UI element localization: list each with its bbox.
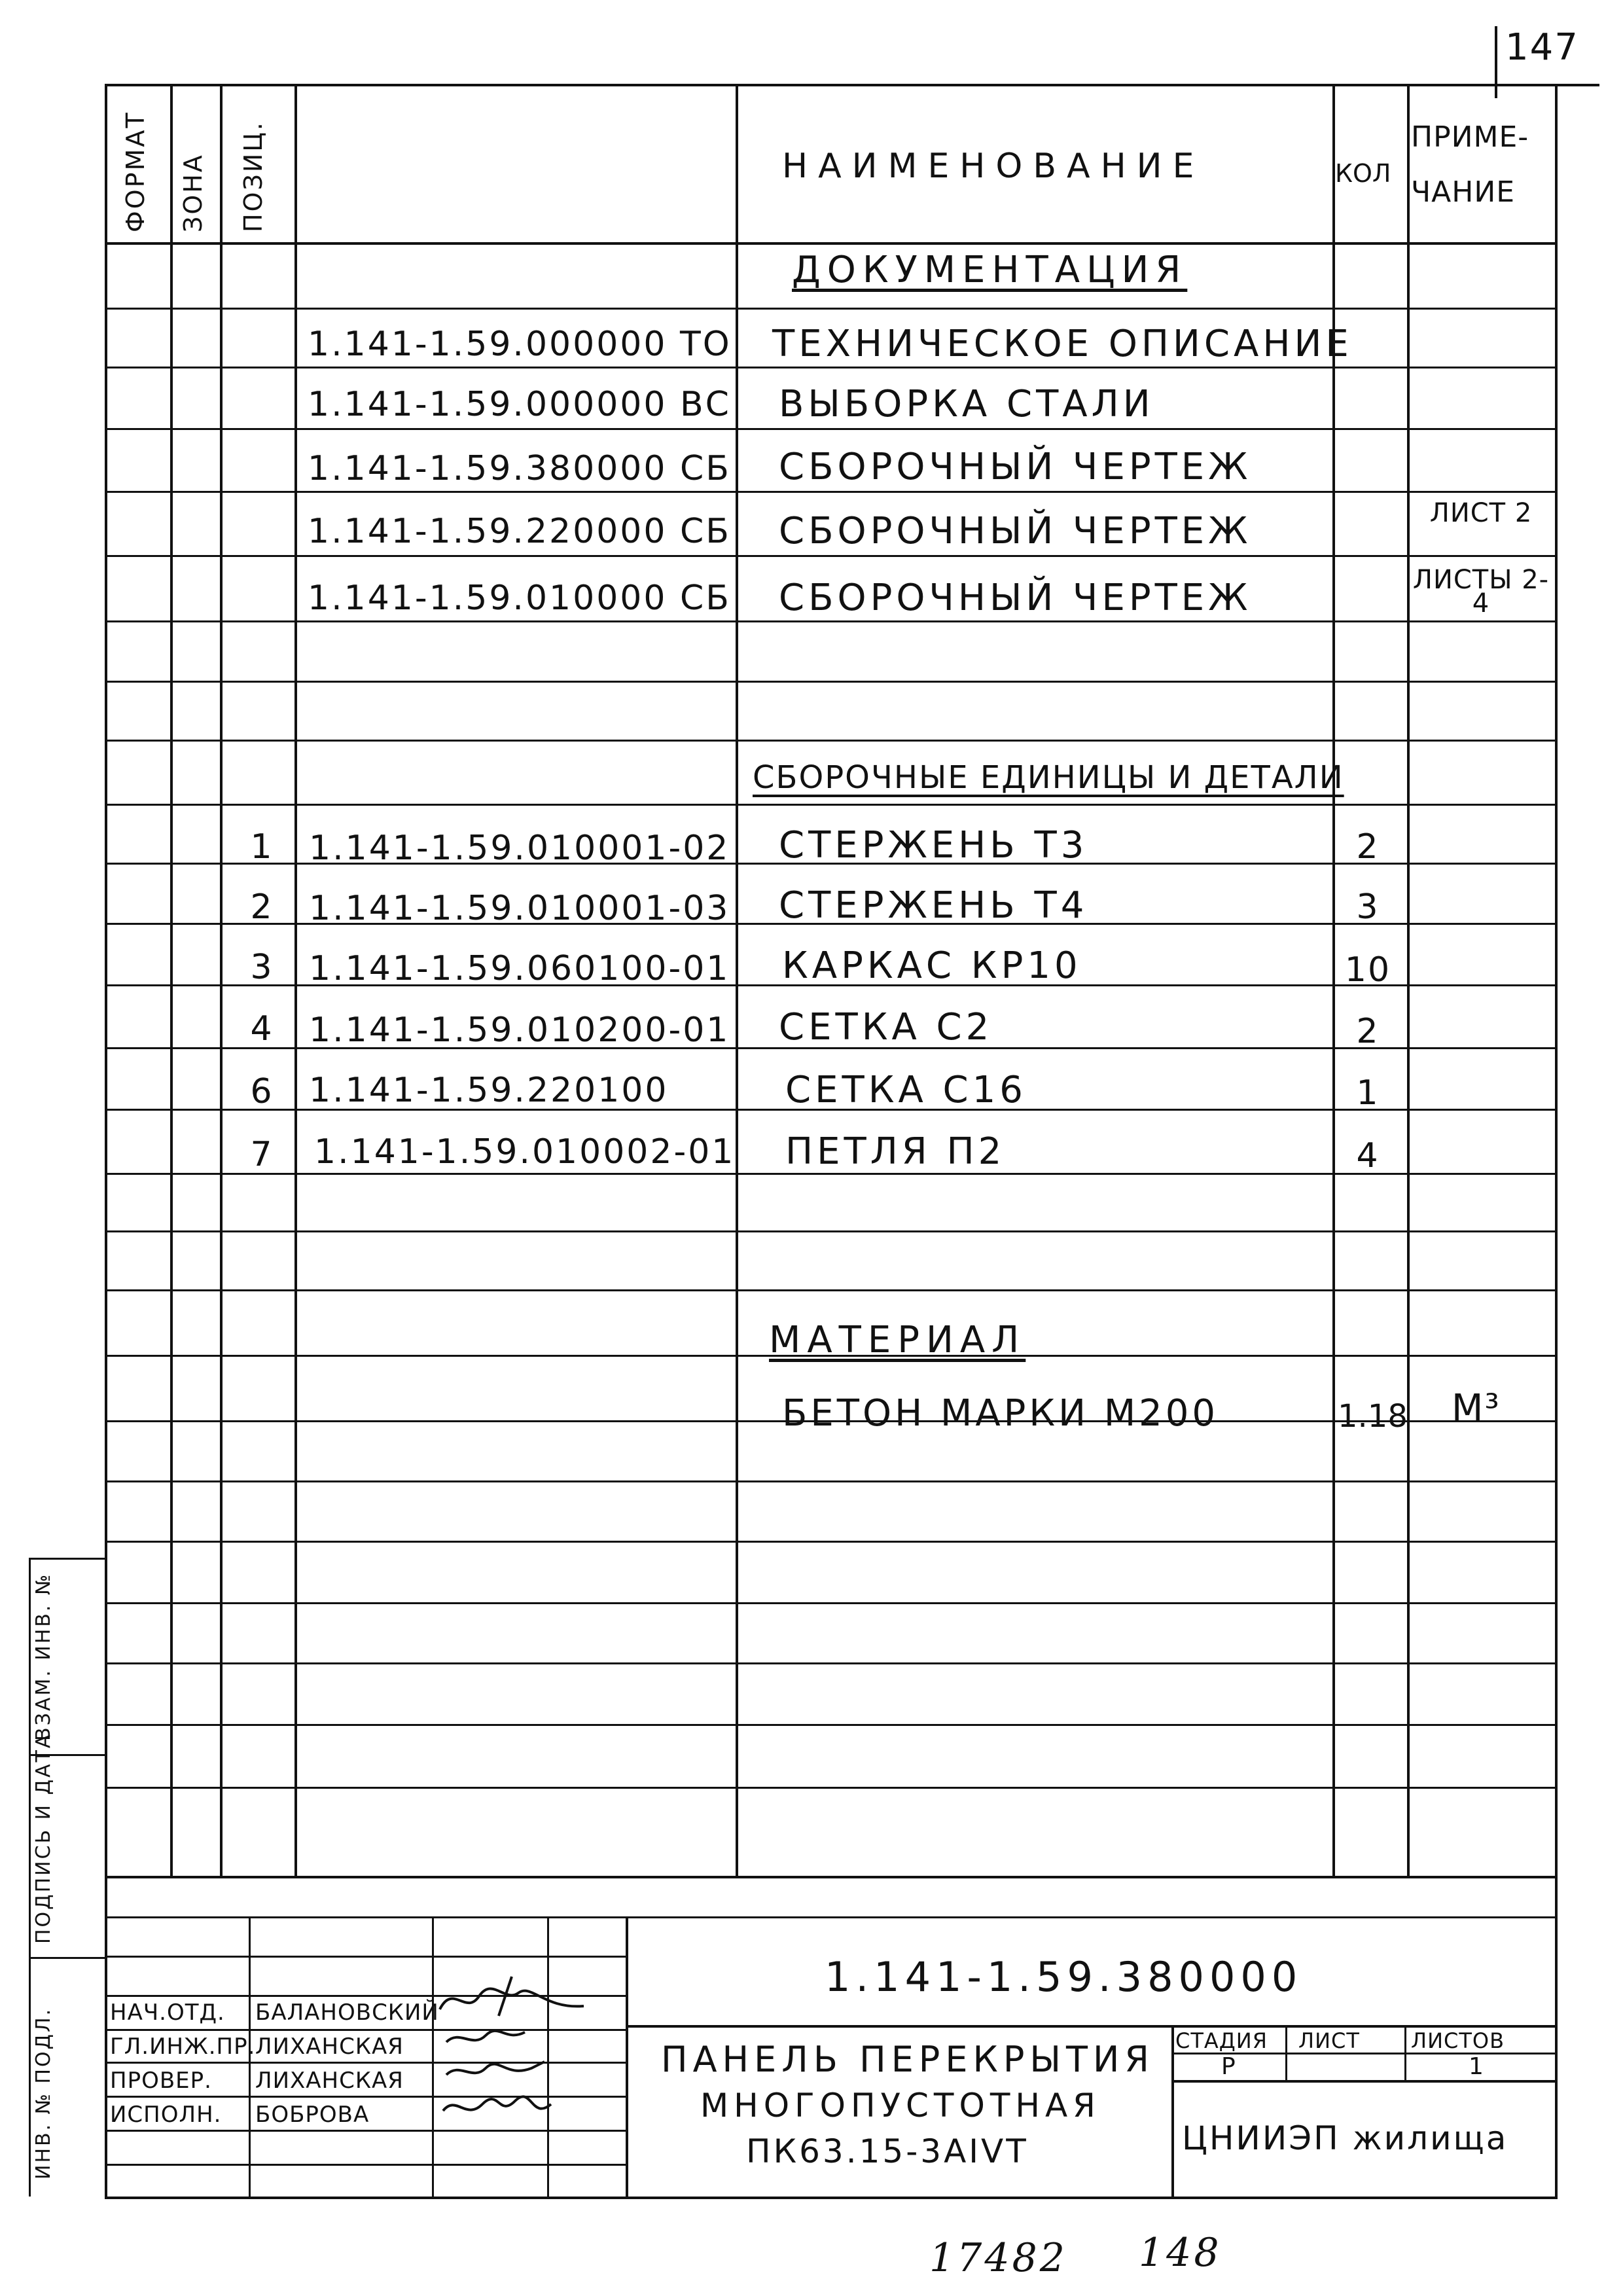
tb-sheets-label: ЛИСТОВ xyxy=(1411,2028,1505,2053)
doc-code: 1.141-1.59.220000 СБ xyxy=(308,512,731,551)
assembly-code: 1.141-1.59.010001-03 xyxy=(309,889,730,928)
side-stamp-top xyxy=(29,1558,107,1560)
title-block-top xyxy=(105,1876,1558,1878)
material-name: БЕТОН МАРКИ М200 xyxy=(782,1392,1219,1435)
frame-top xyxy=(105,84,1558,86)
title-block-designation-bottom xyxy=(626,2025,1556,2028)
col-line-name xyxy=(736,84,738,1876)
tb-person: БОБРОВА xyxy=(255,2102,370,2128)
table-row-line xyxy=(105,1480,1556,1482)
assembly-name: ПЕТЛЯ П2 xyxy=(785,1130,1006,1173)
assembly-code: 1.141-1.59.010200-01 xyxy=(309,1011,730,1050)
assembly-name: СТЕРЖЕНЬ Т4 xyxy=(779,884,1088,927)
doc-code: 1.141-1.59.010000 СБ xyxy=(308,579,731,618)
assembly-qty: 2 xyxy=(1356,1012,1380,1051)
signature-stroke xyxy=(443,2096,551,2111)
assembly-qty: 10 xyxy=(1344,950,1391,990)
tb-row-line xyxy=(105,1956,626,1958)
assembly-qty: 3 xyxy=(1356,888,1380,927)
assembly-pos: 7 xyxy=(250,1135,274,1174)
table-row-line xyxy=(105,1602,1556,1604)
tb-stage: Р xyxy=(1221,2053,1237,2080)
signatures-drawing xyxy=(433,1970,590,2140)
tb-product-line2: МНОГОПУСТОТНАЯ xyxy=(700,2087,1101,2125)
tb-stage-divider xyxy=(1171,2025,1174,2198)
signature-stroke xyxy=(446,2062,544,2075)
assembly-pos: 2 xyxy=(250,888,274,927)
title-block-line xyxy=(105,1916,1558,1918)
frame-left xyxy=(105,84,107,2198)
table-row-line xyxy=(105,1724,1556,1726)
header-bottom-line xyxy=(105,242,1558,245)
table-row-line xyxy=(105,555,1556,557)
assembly-name: КАРКАС КР10 xyxy=(782,944,1082,987)
footer-archive-number: 17482 xyxy=(929,2235,1067,2281)
side-stamp-sign-date: ПОДПИСЬ И ДАТА xyxy=(32,1732,55,1944)
header-note-line2: ЧАНИЕ xyxy=(1411,175,1516,209)
col-line-code xyxy=(294,84,297,1876)
tb-role: ПРОВЕР. xyxy=(110,2068,212,2094)
doc-note: ЛИСТ 2 xyxy=(1429,498,1533,528)
table-row-line xyxy=(105,681,1556,683)
table-row-line xyxy=(105,308,1556,310)
assembly-code: 1.141-1.59.010002-01 xyxy=(314,1132,736,1172)
table-row-line xyxy=(105,1541,1556,1543)
side-stamp-outer-line xyxy=(29,1558,31,2197)
tb-person: ЛИХАНСКАЯ xyxy=(255,2034,404,2060)
assembly-code: 1.141-1.59.010001-02 xyxy=(309,829,730,868)
assembly-pos: 4 xyxy=(250,1009,274,1049)
section-assemblies-title: СБОРОЧНЫЕ ЕДИНИЦЫ И ДЕТАЛИ xyxy=(753,759,1344,796)
assembly-code: 1.141-1.59.220100 xyxy=(309,1071,669,1110)
page-number-bracket xyxy=(1495,26,1497,98)
assembly-name: СЕТКА С16 xyxy=(785,1069,1027,1111)
header-position: ПОЗИЦ. xyxy=(239,120,268,232)
tb-organization: ЦНИИЭП жилища xyxy=(1182,2119,1508,2157)
assembly-code: 1.141-1.59.060100-01 xyxy=(309,949,730,988)
side-stamp-replaces: ВЗАМ. ИНВ. № xyxy=(32,1572,55,1741)
doc-note: ЛИСТЫ 2-4 xyxy=(1412,565,1550,619)
table-row-line xyxy=(105,491,1556,493)
table-row-line xyxy=(105,620,1556,622)
title-block-main-divider xyxy=(626,1916,628,2198)
assembly-name: СТЕРЖЕНЬ Т3 xyxy=(779,824,1088,867)
footer-page-number: 148 xyxy=(1139,2230,1222,2276)
assembly-qty: 1 xyxy=(1356,1073,1380,1113)
doc-name: СБОРОЧНЫЙ ЧЕРТЕЖ xyxy=(779,446,1252,488)
table-row-line xyxy=(105,1173,1556,1175)
table-row-line xyxy=(105,1230,1556,1232)
tb-person: БАЛАНОВСКИЙ xyxy=(255,2000,439,2026)
tb-role: ИСПОЛН. xyxy=(110,2102,222,2128)
signature-stroke xyxy=(440,1989,584,2009)
doc-name: СБОРОЧНЫЙ ЧЕРТЕЖ xyxy=(779,510,1252,552)
col-line-note xyxy=(1407,84,1410,1876)
frame-bottom xyxy=(105,2197,1558,2199)
doc-code: 1.141-1.59.380000 СБ xyxy=(308,449,731,488)
table-row-line xyxy=(105,1787,1556,1789)
side-stamp-inv: ИНВ. № ПОДЛ. xyxy=(32,2007,55,2179)
assembly-name: СЕТКА С2 xyxy=(779,1006,993,1049)
col-line-zone xyxy=(170,84,173,1876)
header-name: НАИМЕНОВАНИЕ xyxy=(782,147,1205,186)
table-row-line xyxy=(105,740,1556,742)
col-line-pos xyxy=(220,84,223,1876)
signature-stroke xyxy=(446,2031,525,2042)
tb-role: НАЧ.ОТД. xyxy=(110,2000,225,2026)
table-row-line xyxy=(105,804,1556,806)
tb-product-line1: ПАНЕЛЬ ПЕРЕКРЫТИЯ xyxy=(661,2039,1154,2080)
doc-name: СБОРОЧНЫЙ ЧЕРТЕЖ xyxy=(779,577,1252,619)
doc-name: ТЕХНИЧЕСКОЕ ОПИСАНИЕ xyxy=(772,323,1353,365)
side-stamp-divider xyxy=(29,1957,107,1959)
header-note-line1: ПРИМЕ- xyxy=(1411,120,1529,154)
tb-sheets: 1 xyxy=(1469,2053,1485,2080)
tb-designation: 1.141-1.59.380000 xyxy=(825,1953,1303,2001)
tb-sheet-label: ЛИСТ xyxy=(1298,2028,1360,2053)
assembly-pos: 6 xyxy=(250,1072,274,1111)
header-zone: ЗОНА xyxy=(179,153,207,232)
tb-product-line3: ПК63.15-3АIVТ xyxy=(746,2132,1029,2170)
tb-stage-label: СТАДИЯ xyxy=(1175,2028,1268,2053)
assembly-pos: 1 xyxy=(250,827,274,867)
doc-code: 1.141-1.59.000000 ВС xyxy=(308,385,731,424)
doc-code: 1.141-1.59.000000 ТО xyxy=(308,325,732,364)
assembly-qty: 2 xyxy=(1356,827,1380,867)
tb-person: ЛИХАНСКАЯ xyxy=(255,2068,404,2094)
tb-stage-bottom xyxy=(1171,2080,1556,2083)
tb-row-line xyxy=(105,2164,626,2166)
table-row-line xyxy=(105,367,1556,368)
frame-right xyxy=(1555,84,1558,2198)
material-unit: М³ xyxy=(1452,1387,1501,1429)
section-documentation-title: ДОКУМЕНТАЦИЯ xyxy=(792,249,1188,291)
header-qty: КОЛ xyxy=(1335,159,1391,188)
tb-role: ГЛ.ИНЖ.ПР. xyxy=(110,2034,256,2060)
header-format: ФОРМАТ xyxy=(121,111,150,232)
doc-name: ВЫБОРКА СТАЛИ xyxy=(779,383,1154,425)
assembly-pos: 3 xyxy=(250,948,274,987)
material-qty: 1.18 xyxy=(1338,1398,1408,1435)
section-material-title: МАТЕРИАЛ xyxy=(769,1319,1026,1361)
page-number-top: 147 xyxy=(1505,26,1579,69)
assembly-qty: 4 xyxy=(1356,1136,1380,1175)
table-row-line xyxy=(105,1289,1556,1291)
table-row-line xyxy=(105,428,1556,430)
table-row-line xyxy=(105,1662,1556,1664)
